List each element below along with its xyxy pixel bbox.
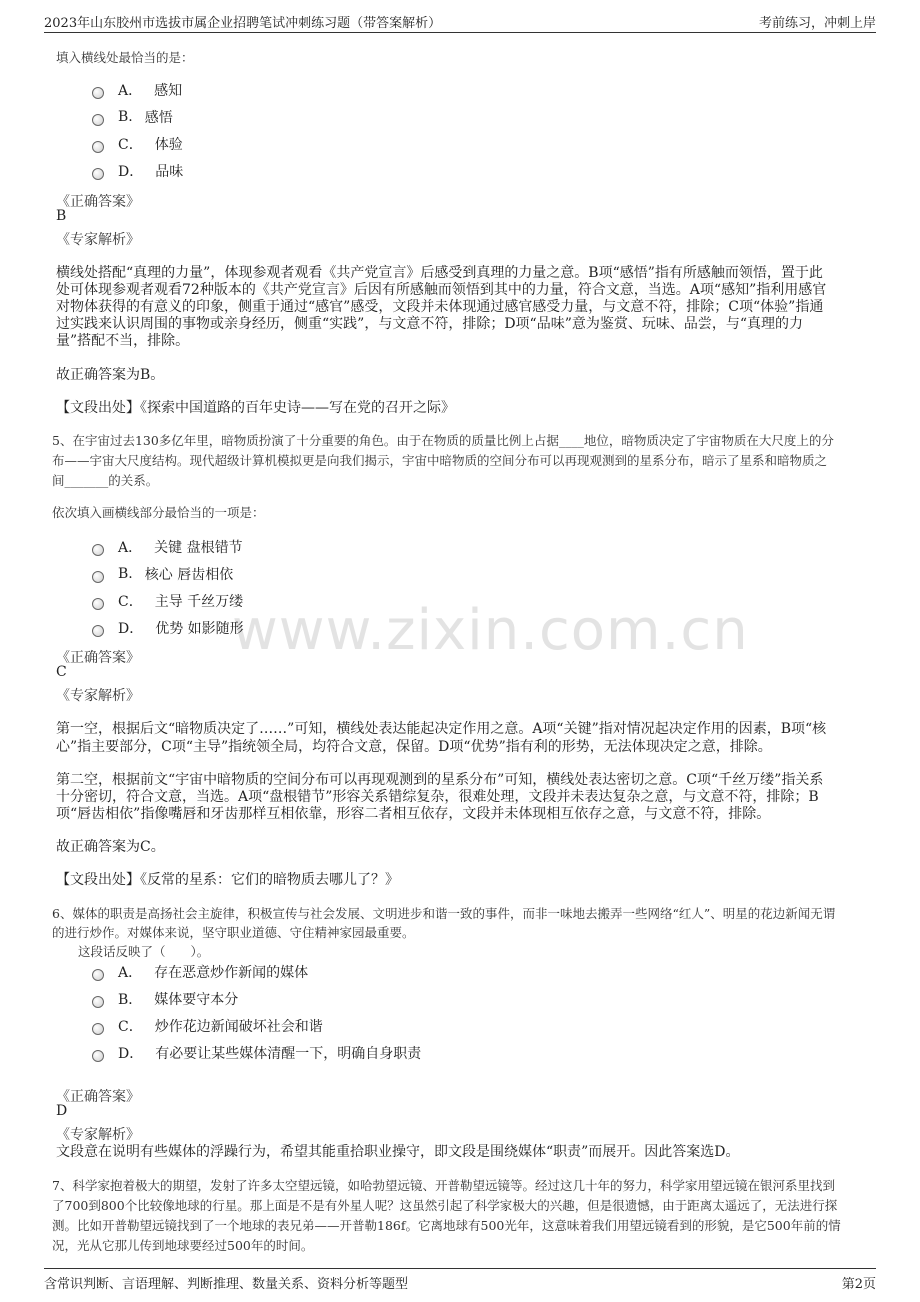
page-footer xyxy=(44,1268,876,1293)
analysis-line: 第二空，根据前文“宇宙中暗物质的空间分布可以再现观测到的星系分布”可知，横线处表达密切之意。C项“千丝万缕”指关系 xyxy=(56,772,824,788)
radio-icon[interactable] xyxy=(92,168,104,180)
q5-prompt: 依次填入画横线部分最恰当的一项是： xyxy=(52,505,265,520)
radio-icon[interactable] xyxy=(92,996,104,1008)
option-key: A． xyxy=(118,83,143,99)
option-text: 品味 xyxy=(155,164,184,180)
option-text: 媒体要守本分 xyxy=(154,992,239,1008)
analysis-line: 过实践来认识周围的事物或亲身经历，侧重“实践”，与文意不符，排除；D项“品味”意为鉴赏、玩味、品尝，与“真理的力 xyxy=(56,316,804,332)
q5-option-d[interactable] xyxy=(92,618,244,638)
q5-option-c[interactable] xyxy=(92,591,243,611)
answer-label: 《正确答案》 xyxy=(56,1089,140,1105)
q7-stem-line: 7、科学家抱着极大的期望，发射了许多太空望远镜，如哈勃望远镜、开普勒望远镜等。经过这几十年的努力，科学家用望远镜在银河系里找到 xyxy=(52,1178,835,1193)
analysis-label: 《专家解析》 xyxy=(56,232,140,248)
analysis-line: 心”指主要部分，C项“主导”指统领全局，均符合文意，保留。D项“优势”指有利的形势，无法体现决定之意，排除。 xyxy=(56,739,772,755)
document-title: 2023年山东胶州市选拔市属企业招聘笔试冲刺练习题（带答案解析） xyxy=(44,16,442,31)
radio-icon[interactable] xyxy=(92,1023,104,1035)
analysis-line: 第一空，根据后文“暗物质决定了……”可知，横线处表达能起决定作用之意。A项“关键”指对情况起决定作用的因素，B项“核 xyxy=(56,721,827,737)
q7-stem-line: 况，光从它那儿传到地球要经过500年的时间。 xyxy=(52,1238,314,1253)
option-key: A． xyxy=(118,965,143,981)
conclusion: 故正确答案为B。 xyxy=(56,367,165,383)
analysis-line: 项“唇齿相依”指像嘴唇和牙齿那样互相依靠，形容二者相互依存，文段并未体现相互依存之意，与文意不符，排除。 xyxy=(56,806,771,822)
option-text: 优势 如影随形 xyxy=(155,621,244,637)
option-key: D． xyxy=(118,164,144,180)
option-text: 关键 盘根错节 xyxy=(154,540,243,556)
q7-stem-line: 测。比如开普勒望远镜找到了一个地球的表兄弟——开普勒186f。它离地球有500光年，这意味着我们用望远镜看到的形貌，是它500年前的情 xyxy=(52,1218,841,1233)
footer-note: 含常识判断、言语理解、判断推理、数量关系、资料分析等题型 xyxy=(44,1277,409,1292)
answer-value: C xyxy=(56,664,67,680)
q4-option-d[interactable] xyxy=(92,161,183,181)
option-key: D． xyxy=(118,1046,144,1062)
q5-option-a[interactable] xyxy=(92,537,243,557)
q6-option-c[interactable] xyxy=(92,1016,323,1036)
radio-icon[interactable] xyxy=(92,544,104,556)
watermark: www.zixin.com.cn xyxy=(232,598,749,663)
option-key: B． xyxy=(118,992,143,1008)
q5-option-b[interactable] xyxy=(92,564,233,584)
analysis-line: 量”搭配不当，排除。 xyxy=(56,333,190,349)
answer-value: B xyxy=(56,208,67,224)
option-text: 有必要让某些媒体清醒一下，明确自身职责 xyxy=(155,1046,422,1062)
q5-stem-line: 间_______的关系。 xyxy=(52,473,159,488)
analysis-label: 《专家解析》 xyxy=(56,1127,140,1143)
analysis-label: 《专家解析》 xyxy=(56,688,140,704)
q5-stem-line: 5、在宇宙过去130多亿年里，暗物质扮演了十分重要的角色。由于在物质的质量比例上占据____地位，暗物质决定了宇宙物质在大尺度上的分 xyxy=(52,433,834,448)
q6-option-b[interactable] xyxy=(92,989,238,1009)
analysis-line: 十分密切，符合文意，当选。A项“盘根错节”形容关系错综复杂，很难处理，文段并未表达复杂之意，与文意不符，排除；B xyxy=(56,789,819,805)
source: 【文段出处】《反常的星系：它们的暗物质去哪儿了？》 xyxy=(56,872,399,888)
q4-option-a[interactable] xyxy=(92,80,182,100)
radio-icon[interactable] xyxy=(92,141,104,153)
radio-icon[interactable] xyxy=(92,87,104,99)
radio-icon[interactable] xyxy=(92,625,104,637)
q6-stem-line: 的进行炒作。对媒体来说，坚守职业道德、守住精神家园最重要。 xyxy=(52,925,415,940)
radio-icon[interactable] xyxy=(92,571,104,583)
q6-option-a[interactable] xyxy=(92,962,308,982)
radio-icon[interactable] xyxy=(92,1050,104,1062)
option-key: A． xyxy=(118,540,143,556)
analysis-line: 横线处搭配“真理的力量”，体现参观者观看《共产党宣言》后感受到真理的力量之意。B项“感悟”指有所感触而领悟，置于此 xyxy=(56,265,823,281)
q6-option-d[interactable] xyxy=(92,1043,421,1063)
source: 【文段出处】《探索中国道路的百年史诗——写在党的召开之际》 xyxy=(56,400,455,416)
option-key: B. xyxy=(118,109,133,125)
answer-value: D xyxy=(56,1103,68,1119)
q4-option-c[interactable] xyxy=(92,134,183,154)
q6-stem-line: 6、媒体的职责是高扬社会主旋律，积极宣传与社会发展、文明进步和谐一致的事件，而非一味地去搬弄一些网络“红人”、明星的花边新闻无谓 xyxy=(52,906,836,921)
option-text: 炒作花边新闻破坏社会和谐 xyxy=(154,1019,323,1035)
answer-label: 《正确答案》 xyxy=(56,650,140,666)
header-slogan: 考前练习，冲刺上岸 xyxy=(758,16,876,31)
option-text: 感悟 xyxy=(144,110,173,126)
option-text: 体验 xyxy=(154,137,183,153)
q4-stem: 填入横线处最恰当的是： xyxy=(56,50,194,65)
page-number: 第2页 xyxy=(841,1277,876,1292)
q5-stem-line: 布——宇宙大尺度结构。现代超级计算机模拟更是向我们揭示，宇宙中暗物质的空间分布可以再现观测到的星系分布，暗示了星系和暗物质之 xyxy=(52,453,828,468)
answer-label: 《正确答案》 xyxy=(56,194,140,210)
option-key: C． xyxy=(118,594,143,610)
option-text: 感知 xyxy=(154,83,183,99)
conclusion: 故正确答案为C。 xyxy=(56,839,165,855)
q6-prompt: 这段话反映了（ ）。 xyxy=(78,944,210,959)
q7-stem-line: 了700到800个比较像地球的行星。那上面是不是有外星人呢？这虽然引起了科学家极大的兴趣，但是很遗憾，由于距离太遥远了，无法进行探 xyxy=(52,1198,838,1213)
option-key: D． xyxy=(118,621,144,637)
q4-option-b[interactable] xyxy=(92,107,173,127)
page-header xyxy=(44,10,876,33)
option-key: C． xyxy=(118,137,143,153)
radio-icon[interactable] xyxy=(92,598,104,610)
analysis-line: 文段意在说明有些媒体的浮躁行为，希望其能重拾职业操守，即文段是围绕媒体“职责”而展开。因此答案选D。 xyxy=(56,1144,740,1160)
option-text: 核心 唇齿相依 xyxy=(144,567,234,583)
radio-icon[interactable] xyxy=(92,969,104,981)
option-key: B. xyxy=(118,566,133,582)
option-text: 存在恶意炒作新闻的媒体 xyxy=(154,965,309,981)
radio-icon[interactable] xyxy=(92,114,104,126)
analysis-line: 处可体现参观者观看72种版本的《共产党宣言》后因有所感触而领悟到其中的力量，符合文意，当选。A项“感知”指利用感官 xyxy=(56,282,827,298)
option-text: 主导 千丝万缕 xyxy=(154,594,244,610)
option-key: C． xyxy=(118,1019,143,1035)
analysis-line: 对物体获得的有意义的印象，侧重于通过“感官”感受，文段并未体现通过感官感受力量，与文意不符，排除；C项“体验”指通 xyxy=(56,299,824,315)
